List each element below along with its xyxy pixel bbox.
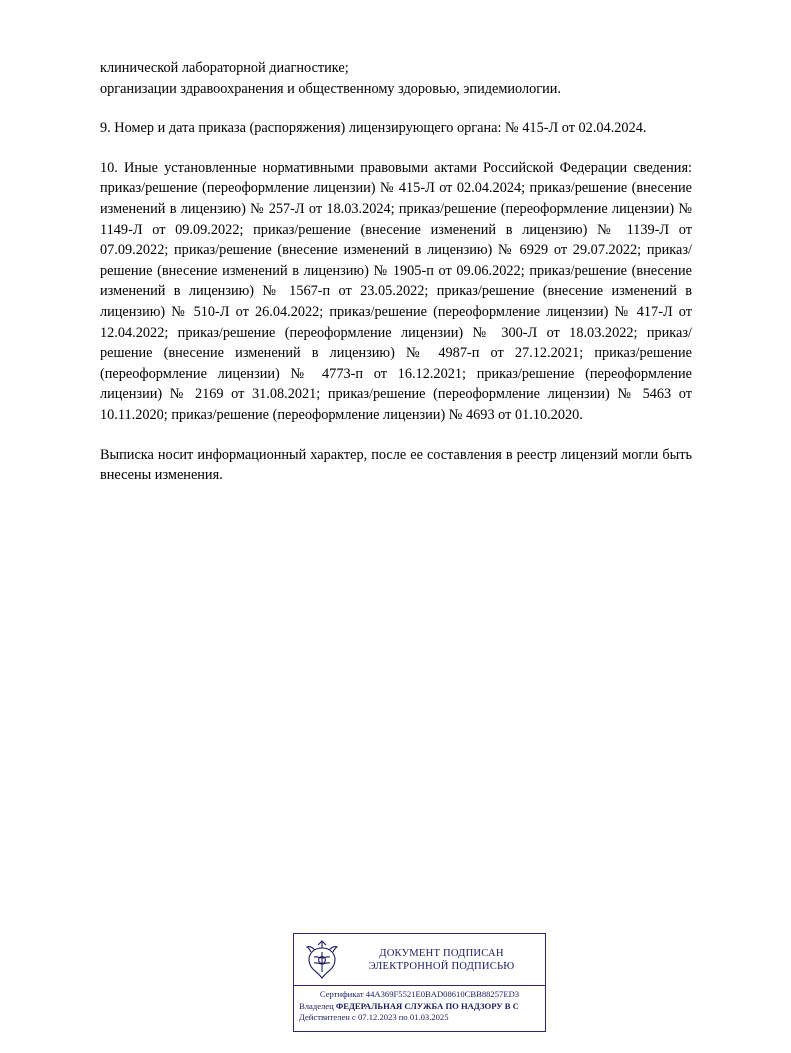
paragraph-disclaimer: Выписка носит информационный характер, после ее составления в реестр лицензий могли быть внесены изменения. — [100, 446, 692, 484]
document-body — [100, 58, 692, 486]
paragraph-continued-line-1: клинической лабораторной диагностике; — [100, 60, 349, 76]
stamp-title-line-1: ДОКУМЕНТ ПОДПИСАН — [379, 947, 504, 959]
stamp-owner — [299, 1001, 540, 1013]
stamp-owner-value: ФЕДЕРАЛЬНАЯ СЛУЖБА ПО НАДЗОРУ В С — [335, 1000, 519, 1011]
paragraph-item-9: 9. Номер и дата приказа (распоряжения) лицензирующего органа: № 415-Л от 02.04.2024. — [100, 120, 647, 137]
paragraph-continued-line-2: организации здравоохранения и общественному здоровью, эпидемиологии. — [100, 80, 562, 97]
electronic-signature-stamp — [293, 933, 546, 1032]
double-headed-eagle-emblem-icon — [302, 938, 342, 982]
stamp-certificate: Сертификат 44A369F5521E0BAD08610CBB88257ED3 — [319, 989, 520, 999]
stamp-details — [294, 986, 545, 1024]
paragraph-item-10: 10. Иные установленные нормативными правовыми актами Российской Федерации сведения: приказ/решение (переоформление лицензии) № 415-Л от 02.04.2024; приказ/решение (внесение изменений в лицензию) № 257-Л от 18.03.2024; приказ/решение (переоформление лицензии) № 1149-Л от 09.09.2022; приказ/решение (внесение изменений в лицензию) № 1139-Л от 07.09.2022; приказ/решение (внесение изменений в лицензию) № 6929 от 29.07.2022; приказ/решение (внесение изменений в лицензию) № 1905-п от 09.06.2022; приказ/решение (внесение изменений в лицензию) № 1567-п от 23.05.2022; приказ/решение (внесение изменений в лицензию) № 510-Л от 26.04.2022; приказ/решение (переоформление лицензии) № 417-Л от 12.04.2022; приказ/решение (переоформление лицензии) № 300-Л от 18.03.2022; приказ/решение (внесение изменений в лицензию) № 4987-п от 27.12.2021; приказ/решение (переоформление лицензии) № 4773-п от 16.12.2021; приказ/решение (переоформление лицензии) № 2169 от 31.08.2021; приказ/решение (переоформление лицензии) № 5463 от 10.11.2020; приказ/решение (переоформление лицензии) № 4693 от 01.10.2020. — [100, 159, 692, 423]
stamp-owner-label: Владелец — [299, 1000, 334, 1011]
stamp-validity: Действителен с 07.12.2023 по 01.03.2025 — [299, 1012, 449, 1023]
stamp-title-line-2: ЭЛЕКТРОННОЙ ПОДПИСЬЮ — [368, 960, 515, 972]
stamp-title — [348, 947, 541, 973]
stamp-header — [294, 934, 545, 985]
